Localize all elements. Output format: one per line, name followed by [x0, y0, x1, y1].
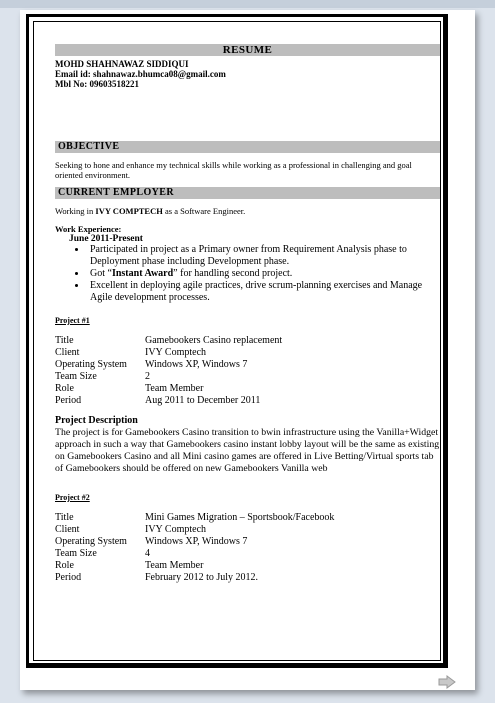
row-key: Client — [55, 524, 80, 535]
objective-text: Seeking to hone and enhance my technical skills while working as a professional in challenging and goal oriented environment. — [55, 160, 412, 180]
contact-block — [55, 59, 440, 89]
row-key: Period — [55, 395, 82, 406]
row-key: Period — [55, 572, 82, 583]
employer-prefix: Working in — [55, 206, 96, 216]
employer-company: IVY COMPTECH — [95, 206, 163, 216]
row-key: Title — [55, 335, 74, 346]
arrow-right-icon[interactable] — [438, 675, 456, 694]
row-key: Client — [55, 347, 80, 358]
row-value: Team Member — [145, 560, 204, 571]
work-experience-label: Work Experience: — [55, 224, 122, 234]
table-row — [55, 347, 282, 359]
award-name: Instant Award — [111, 268, 174, 279]
row-value: February 2012 to July 2012. — [145, 572, 259, 583]
table-row — [55, 524, 334, 536]
experience-bullets — [55, 244, 440, 304]
objective-heading: OBJECTIVE — [55, 141, 440, 153]
row-key: Operating System — [55, 359, 127, 370]
row-value: Mini Games Migration – Sportsbook/Facebook — [145, 512, 335, 523]
employer-line — [55, 206, 440, 216]
table-row — [55, 371, 282, 383]
row-value: Gamebookers Casino replacement — [145, 335, 283, 346]
table-row — [55, 536, 334, 548]
row-value: Team Member — [145, 383, 204, 394]
table-row — [55, 548, 334, 560]
window-top-strip — [0, 0, 495, 8]
mobile-line: Mbl No: 09603518221 — [55, 79, 139, 89]
table-row — [55, 395, 282, 407]
row-value: 4 — [145, 548, 150, 559]
row-value: Windows XP, Windows 7 — [145, 359, 248, 370]
work-period: June 2011-Present — [69, 234, 143, 244]
table-row — [55, 512, 334, 524]
row-key: Team Size — [55, 371, 97, 382]
list-item: • Excellent in deploying agile practices, drive scrum-planning exercises and Manage Agile development processes. — [87, 280, 440, 304]
row-key: Team Size — [55, 548, 97, 559]
resume-content — [55, 44, 440, 584]
resume-title: RESUME — [55, 44, 440, 56]
row-key: Role — [55, 383, 74, 394]
employer-suffix: as a Software Engineer. — [162, 206, 246, 216]
list-item — [87, 268, 440, 280]
project-description-heading: Project Description — [55, 415, 138, 426]
project2-heading: Project #2 — [55, 493, 90, 502]
table-row — [55, 572, 334, 584]
candidate-name: MOHD SHAHNAWAZ SIDDIQUI — [55, 59, 189, 69]
row-key: Role — [55, 560, 74, 571]
row-value: Windows XP, Windows 7 — [145, 536, 248, 547]
project-description: The project is for Gamebookers Casino transition to bwin infrastructure using the Vanilla+Widget approach in such a way that Gamebookers casino instant lobby layout will be the same as existing on Gamebookers Casino and all Mini casino games are offered in Live Betting/Virtual sports tab of Gamebookers should be offered on new Gamebookers Vanilla web — [55, 427, 440, 474]
row-value: Aug 2011 to December 2011 — [145, 395, 261, 406]
row-value: 2 — [145, 371, 150, 382]
list-item: • Participated in project as a Primary owner from Requirement Analysis phase to Deployment phase including Development phase. — [87, 244, 440, 268]
table-row — [55, 383, 282, 395]
table-row — [55, 560, 334, 572]
award-post: ” for handling second project. — [173, 268, 293, 279]
row-key: Operating System — [55, 536, 127, 547]
table-row — [55, 335, 282, 347]
project2-table — [55, 512, 334, 584]
row-key: Title — [55, 512, 74, 523]
employer-heading: CURRENT EMPLOYER — [55, 187, 440, 199]
table-row — [55, 359, 282, 371]
project1-table — [55, 335, 282, 407]
row-value: IVY Comptech — [145, 524, 207, 535]
row-value: IVY Comptech — [145, 347, 207, 358]
project1-heading: Project #1 — [55, 316, 90, 325]
email-line: Email id: shahnawaz.bhumca08@gmail.com — [55, 69, 226, 79]
award-pre: Got “ — [90, 268, 112, 279]
